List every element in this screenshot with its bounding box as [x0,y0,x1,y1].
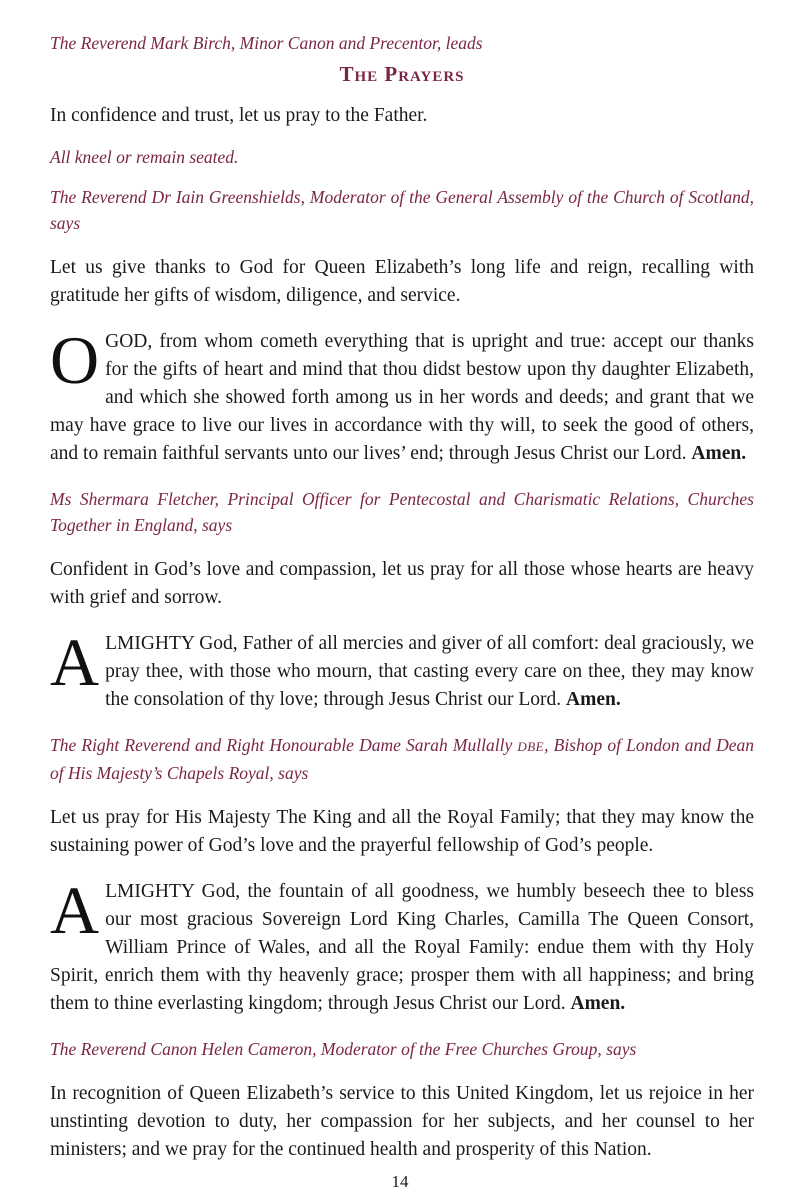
speaker-fletcher: Ms Shermara Fletcher, Principal Officer for Pentecostal and Charismatic Relations, Churches Together in England, says [50,489,754,535]
intro-bidding: In confidence and trust, let us pray to the Father. [50,105,428,126]
speaker-cameron: The Reverend Canon Helen Cameron, Moderator of the Free Churches Group, says [50,1039,637,1059]
prayer-mourners [50,624,754,714]
amen-response: Amen. [566,689,621,710]
prayer-thanks [50,322,754,468]
honour-abbreviation: DBE [517,739,545,754]
bidding-mourners: Confident in God’s love and compassion, let us pray for all those whose hearts are heavy with grief and sorrow. [50,559,754,608]
prayer-text: GOD, from whom cometh everything that is upright and true: accept our thanks for the gifts of heart and mind that thou didst bestow upon thy daughter Elizabeth, and which she showed forth among us in her words and deeds; and grant that we may have grace to live our lives in accordance with thy will, to seek the good of others, and to remain faithful servants unto our lives’ end; through Jesus Christ our Lord. [50,331,754,464]
page-number: 14 [391,1172,409,1191]
bidding-thanks: Let us give thanks to God for Queen Elizabeth’s long life and reign, recalling with gratitude her gifts of wisdom, diligence, and service. [50,257,754,306]
speaker-greenshields: The Reverend Dr Iain Greenshields, Moderator of the General Assembly of the Church of Scotland, says [50,187,754,233]
speaker-name: The Right Reverend and Right Honourable Dame Sarah Mullally [50,735,518,755]
order-of-service-page [50,30,754,1164]
rubric-kneel: All kneel or remain seated. [50,147,239,167]
speaker-mullally [50,732,754,786]
section-title: The Prayers [339,62,465,86]
bidding-royal-family: Let us pray for His Majesty The King and all the Royal Family; that they may know the sustaining power of God’s love and the prayerful fellowship of God’s people. [50,807,754,856]
prayer-text: LMIGHTY God, Father of all mercies and giver of all comfort: deal graciously, we pray thee, with those who mourn, that casting every care on thee, they may know the consolation of thy love; through Jesus Christ our Lord. [105,633,754,710]
bidding-nation: In recognition of Queen Elizabeth’s service to this United Kingdom, let us rejoice in her unstinting devotion to duty, her compassion for her subjects, and her counsel to her ministers; and we pray for the continued health and prosperity of this Nation. [50,1083,754,1160]
prayer-text: LMIGHTY God, the fountain of all goodness, we humbly beseech thee to bless our most gracious Sovereign Lord King Charles, Camilla The Queen Consort, William Prince of Wales, and all the Royal Family: endue them with thy Holy Spirit, enrich them with thy heavenly grace; prosper them with all happiness; and bring them to thine everlasting kingdom; through Jesus Christ our Lord. [50,881,754,1014]
amen-response: Amen. [691,443,747,464]
prayer-royal-family [50,872,754,1018]
drop-cap: A [50,624,100,700]
drop-cap: A [50,872,100,948]
drop-cap: O [50,322,100,398]
speaker-role: , Bishop of London and Dean of His Majesty’s Chapels Royal, says [50,735,754,783]
amen-response: Amen. [570,993,626,1014]
rubric-precentor: The Reverend Mark Birch, Minor Canon and Precentor, leads [50,33,483,53]
